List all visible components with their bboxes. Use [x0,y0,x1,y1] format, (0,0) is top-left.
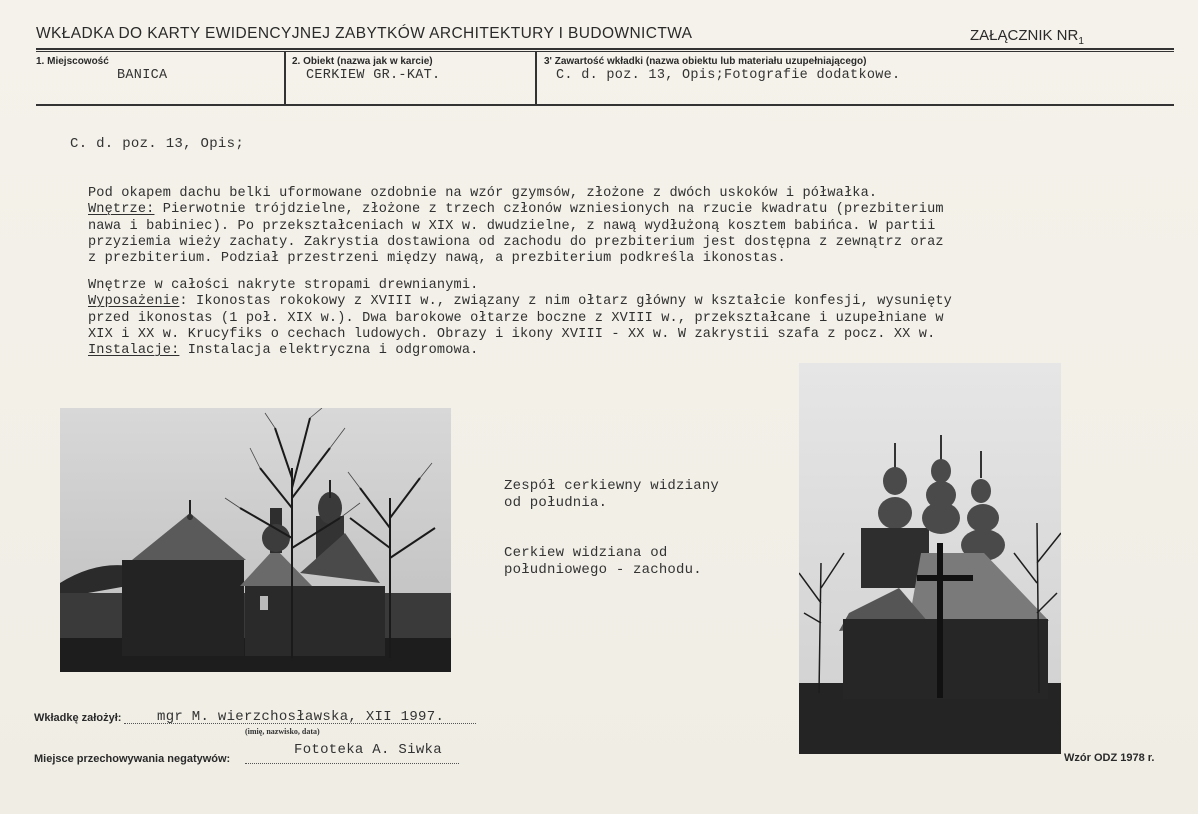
church-ensemble-south-photo [60,408,451,672]
caption-photo-2: Cerkiew widziana od południowego - zachodu. [504,545,702,578]
header-rule-top-thin [36,51,1174,52]
church-southwest-photo [799,363,1061,754]
text-line: Wyposażenie: Ikonostas rokokowy z XVIII w., związany z nim ołtarz główny w kształcie konfesji, wysunięty [88,294,952,310]
text-line: Pod okapem dachu belki uformowane ozdobnie na wzór gzymsów, złożone z dwóch uskoków i półwałka. [88,186,878,201]
header-rule-bottom [36,104,1174,106]
attachment-number [970,27,1084,47]
negatives-dotted-line [245,762,459,764]
continuation-heading: C. d. poz. 13, Opis; [70,136,245,152]
text-line: XIX i XX w. Krucyfiks o cechach ludowych. Obrazy i ikony XVIII - XX w. W zakrystii szafa z pocz. XX w. [88,326,936,342]
field-label-miejscowosc: 1. Miejscowość [36,56,109,67]
section-label-wnetrze: Wnętrze: [88,202,155,218]
negatives-value: Fototeka A. Siwka [294,742,442,758]
attachment-num: 1 [1078,36,1084,47]
negatives-label: Miejsce przechowywania negatywów: [34,753,231,765]
document-title: WKŁADKA DO KARTY EWIDENCYJNEJ ZABYTKÓW ARCHITEKTURY I BUDOWNICTWA [36,25,693,42]
field-label-obiekt: 2. Obiekt (nazwa jak w karcie) [292,56,433,67]
caption-photo-1: Zespół cerkiewny widziany od południa. [504,478,720,511]
compiler-value: mgr M. wierzchosławska, XII 1997. [157,709,445,725]
field-divider-2 [535,52,537,104]
attachment-label: ZAŁĄCZNIK NR [970,27,1079,44]
section-label-instalacje: Instalacje: [88,343,180,359]
field-label-zawartosc: 3' Zawartość wkładki (nazwa obiektu lub materiału uzupełniającego) [544,56,867,67]
field-value-miejscowosc: BANICA [117,68,168,83]
text-line: Wnętrze w całości nakryte stropami drewnianymi. [88,278,479,293]
form-template-note: Wzór ODZ 1978 r. [1064,752,1155,764]
section-label-wyposazenie: Wyposażenie [88,294,180,310]
text-line: Wnętrze: Pierwotnie trójdzielne, złożone z trzech członów wzniesionych na rzucie kwadratu (prezbiterium [88,202,944,218]
text-line: z prezbiterium. Podział przestrzeni między nawą, a prezbiterium podkreśla ikonostas. [88,251,786,267]
compiler-label: Wkładkę założył: [34,712,122,724]
field-value-obiekt: CERKIEW GR.-KAT. [306,68,441,83]
text-line: przed ikonostas (1 poł. XIX w.). Dwa barokowe ołtarze boczne z XVIII w., przekształcane i uzupełniane w [88,310,944,326]
description-paragraph-1 [88,186,1148,267]
description-paragraph-2 [88,278,1148,359]
header-rule-top [36,48,1174,50]
text-line: przyziemia wieży zachaty. Zakrystia dostawiona od zachodu do prezbiterium jest dostępna z zewnątrz oraz [88,234,944,250]
text-line: Instalacje: Instalacja elektryczna i odgromowa. [88,343,479,359]
field-divider-1 [284,52,286,104]
text-line: nawa i babiniec). Po przekształceniach w XIX w. dwudzielne, z nawą wydłużoną kosztem babińca. W partii [88,218,936,234]
field-value-zawartosc: C. d. poz. 13, Opis;Fotografie dodatkowe. [556,68,901,83]
compiler-sublabel: (imię, nazwisko, data) [245,727,320,736]
